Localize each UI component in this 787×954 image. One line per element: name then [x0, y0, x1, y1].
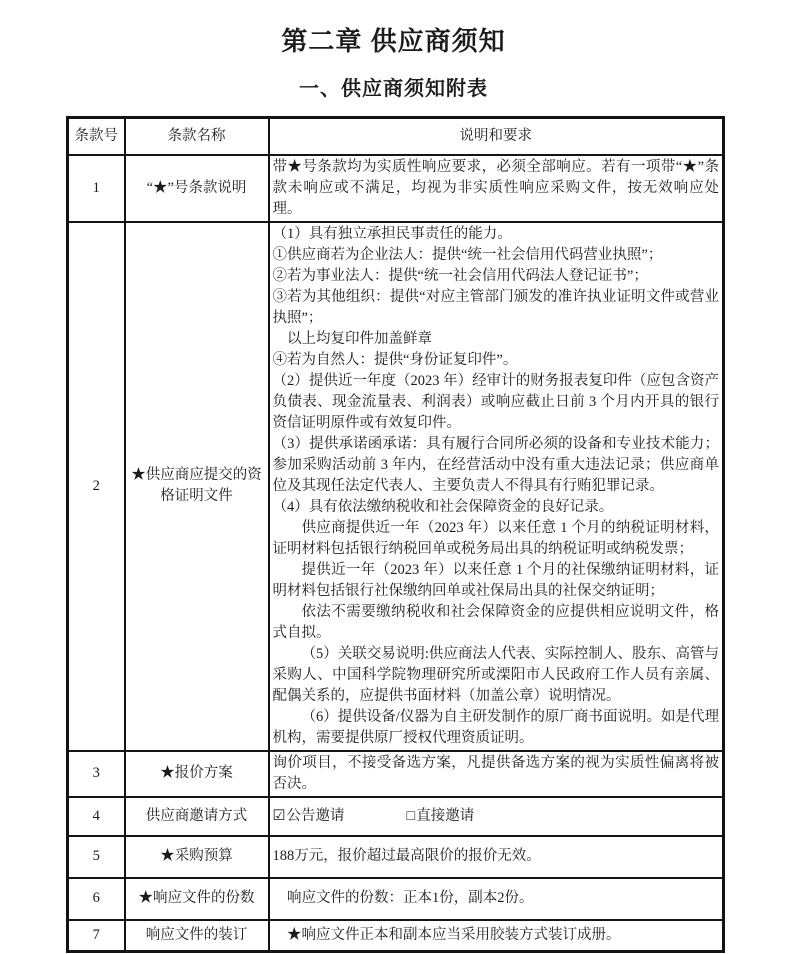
- content-paragraph: 以上均复印件加盖鲜章: [287, 330, 432, 347]
- content-paragraph: ③若为其他组织：提供“对应主管部门颁发的准许执业证明文件或营业执照”；: [272, 288, 719, 326]
- content-paragraph: （4）具有依法缴纳税收和社会保障资金的良好记录。: [272, 498, 614, 515]
- content-paragraph: （2）提供近一年度（2023 年）经审计的财务报表复印件（应包含资产负债表、现金流量表、利润表）或响应截止日前 3 个月内开具的银行资信证明原件或有效复印件。: [272, 372, 719, 431]
- table-row: [68, 920, 724, 952]
- table-row: [68, 751, 724, 797]
- content-paragraph: ①供应商若为企业法人：提供“统一社会信用代码营业执照”；: [272, 246, 663, 263]
- content-paragraph: 询价项目，不接受备选方案，凡提供备选方案的视为实质性偏离将被否决。: [272, 754, 719, 792]
- table-header-row: [68, 118, 724, 155]
- clause-name-cell: “★”号条款说明: [125, 155, 269, 222]
- table-row: [68, 878, 724, 920]
- option-label: 公告邀请: [286, 807, 345, 824]
- col-header-clause-name: 条款名称: [125, 118, 269, 155]
- content-paragraph: ★响应文件正本和副本应当采用胶装方式装订成册。: [287, 926, 621, 943]
- clause-content-cell: [269, 155, 724, 222]
- checked-checkbox-icon: ☑: [272, 807, 286, 824]
- clause-content-cell: [269, 836, 724, 878]
- clause-content-cell: [269, 878, 724, 920]
- option-label: 直接邀请: [416, 807, 475, 824]
- clause-no-cell: 7: [68, 920, 125, 952]
- clause-no-cell: 5: [68, 836, 125, 878]
- table-row: [68, 836, 724, 878]
- clause-content-cell: [269, 222, 724, 751]
- option-direct-invitation: [407, 806, 475, 827]
- content-paragraph: （5）关联交易说明:供应商法人代表、实际控制人、股东、高管与采购人、中国科学院物理研究所或溧阳市人民政府工作人员有亲属、配偶关系的，应提供书面材料（加盖公章）说明情况。: [272, 645, 719, 704]
- content-paragraph: 响应文件的份数：正本1份，副本2份。: [287, 890, 534, 906]
- col-header-clause-no: 条款号: [68, 118, 125, 155]
- table-row: [68, 155, 724, 222]
- content-paragraph: ④若为自然人：提供“身份证复印件”。: [272, 351, 518, 368]
- clause-no-cell: 4: [68, 797, 125, 836]
- clause-no-cell: 2: [68, 222, 125, 751]
- clause-content-cell: [269, 920, 724, 952]
- invitation-method-options: [273, 806, 475, 827]
- content-paragraph: 提供近一年（2023 年）以来任意 1 个月的社保缴纳证明材料，证明材料包括银行社保缴纳回单或社保局出具的社保交纳证明；: [272, 561, 719, 599]
- chapter-title: 第二章 供应商须知: [281, 26, 506, 56]
- content-paragraph: （6）提供设备/仪器为自主研发制作的原厂商书面说明。如是代理机构，需要提供原厂授权代理资质证明。: [272, 708, 719, 746]
- content-paragraph: 188万元，报价超过最高限价的报价无效。: [272, 848, 541, 864]
- content-paragraph: ②若为事业法人：提供“统一社会信用代码法人登记证书”；: [272, 267, 648, 284]
- supplier-notice-table: [66, 116, 725, 953]
- clause-name-cell: 响应文件的装订: [125, 920, 269, 952]
- section-title: 一、供应商须知附表: [299, 78, 488, 100]
- clause-no-cell: 3: [68, 751, 125, 797]
- clause-name-cell: ★报价方案: [125, 751, 269, 797]
- content-paragraph: （3）提供承诺函承诺：具有履行合同所必须的设备和专业技术能力；参加采购活动前 3 年内，在经营活动中没有重大违法记录；供应商单位及其现任法定代表人、主要负责人不得具有行贿犯罪记录。: [272, 435, 719, 494]
- clause-content-cell: [269, 751, 724, 797]
- clause-name-cell: 供应商邀请方式: [125, 797, 269, 836]
- unchecked-checkbox-icon: □: [406, 807, 416, 824]
- content-paragraph: 带★号条款均为实质性响应要求，必须全部响应。若有一项带“★”条款未响应或不满足，均视为非实质性响应采购文件，按无效响应处理。: [272, 158, 719, 217]
- content-paragraph: （1）具有独立承担民事责任的能力。: [272, 225, 512, 242]
- clause-name-cell: ★采购预算: [125, 836, 269, 878]
- content-paragraph: 供应商提供近一年（2023 年）以来任意 1 个月的纳税证明材料，证明材料包括银行纳税回单或税务局出具的纳税证明或纳税发票；: [272, 519, 719, 557]
- table-row: [68, 797, 724, 836]
- table-row: [68, 222, 724, 751]
- option-public-invitation: [273, 806, 345, 827]
- clause-no-cell: 1: [68, 155, 125, 222]
- content-paragraph: 依法不需要缴纳税收和社会保障资金的应提供相应说明文件，格式自拟。: [272, 603, 719, 641]
- clause-name-cell: ★响应文件的份数: [125, 878, 269, 920]
- clause-content-cell: [269, 797, 724, 836]
- col-header-description: 说明和要求: [269, 118, 724, 155]
- clause-no-cell: 6: [68, 878, 125, 920]
- clause-name-cell: ★供应商应提交的资格证明文件: [125, 222, 269, 751]
